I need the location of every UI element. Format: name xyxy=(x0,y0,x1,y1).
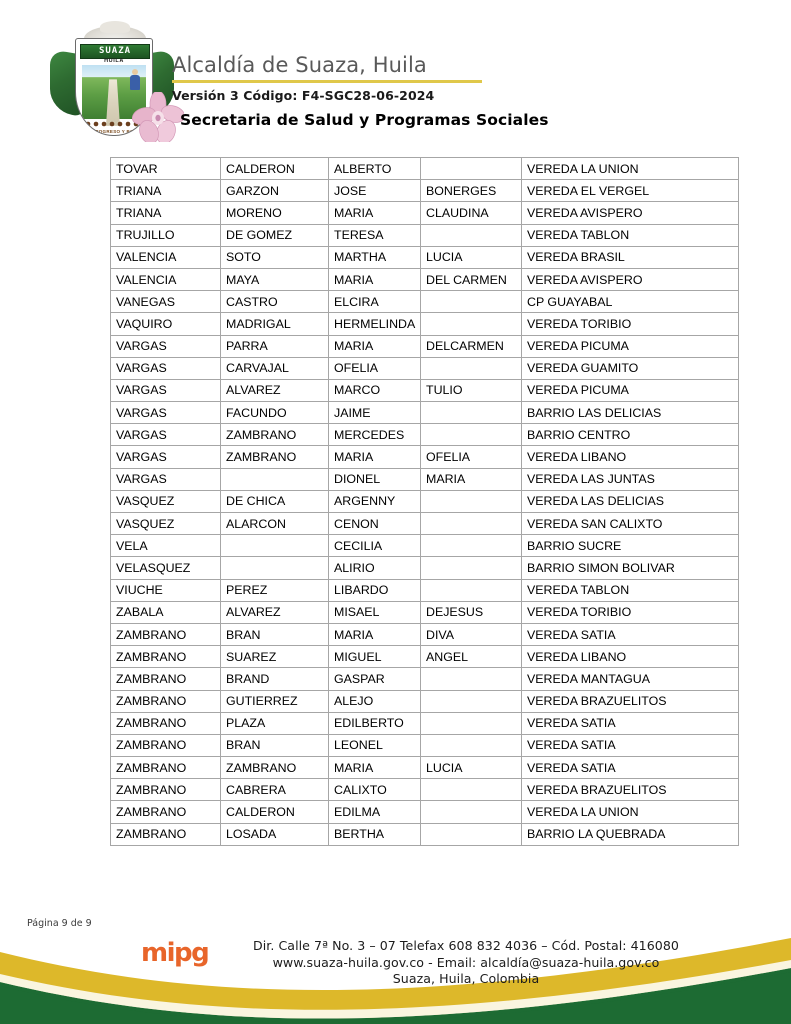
table-cell: VARGAS xyxy=(111,379,221,401)
table-cell xyxy=(421,690,522,712)
table-cell: LUCIA xyxy=(421,246,522,268)
table-cell: VEREDA SATIA xyxy=(522,623,739,645)
table-row xyxy=(111,734,739,756)
table-cell: TRIANA xyxy=(111,202,221,224)
table-cell: VALENCIA xyxy=(111,246,221,268)
table-cell: BRAND xyxy=(221,668,329,690)
table-cell: VEREDA SATIA xyxy=(522,734,739,756)
table-cell: VEREDA AVISPERO xyxy=(522,202,739,224)
table-cell: VEREDA LIBANO xyxy=(522,446,739,468)
table-cell: JAIME xyxy=(329,402,421,424)
crest-motto-text: PROGRESO Y PAZ xyxy=(91,129,137,134)
table-row xyxy=(111,402,739,424)
table-cell: VEREDA TABLON xyxy=(522,579,739,601)
table-row xyxy=(111,335,739,357)
table-cell: LUCIA xyxy=(421,757,522,779)
table-row xyxy=(111,579,739,601)
table-row xyxy=(111,513,739,535)
table-cell: VANEGAS xyxy=(111,291,221,313)
table-row xyxy=(111,801,739,823)
table-cell: VARGAS xyxy=(111,357,221,379)
table-cell: VEREDA BRAZUELITOS xyxy=(522,690,739,712)
table-row xyxy=(111,823,739,845)
table-cell: TRIANA xyxy=(111,180,221,202)
table-cell: CLAUDINA xyxy=(421,202,522,224)
table-cell: DIVA xyxy=(421,623,522,645)
table-cell: VEREDA LIBANO xyxy=(522,646,739,668)
table-cell: ALIRIO xyxy=(329,557,421,579)
table-cell: SUAREZ xyxy=(221,646,329,668)
table-cell: ANGEL xyxy=(421,646,522,668)
table-row xyxy=(111,490,739,512)
document-footer xyxy=(0,924,791,1024)
table-cell: MARTHA xyxy=(329,246,421,268)
table-cell: CALDERON xyxy=(221,158,329,180)
footer-city-line: Suaza, Huila, Colombia xyxy=(392,971,540,986)
table-cell xyxy=(421,313,522,335)
table-cell: MADRIGAL xyxy=(221,313,329,335)
table-cell: ALEJO xyxy=(329,690,421,712)
table-cell: CABRERA xyxy=(221,779,329,801)
table-cell: CASTRO xyxy=(221,291,329,313)
table-cell: ZABALA xyxy=(111,601,221,623)
table-cell: VEREDA TORIBIO xyxy=(522,313,739,335)
table-cell xyxy=(421,490,522,512)
table-cell: VARGAS xyxy=(111,446,221,468)
crest-band-text: SUAZA xyxy=(80,44,150,59)
table-cell: MERCEDES xyxy=(329,424,421,446)
table-cell: ZAMBRANO xyxy=(111,668,221,690)
table-cell xyxy=(421,535,522,557)
footer-contact-info xyxy=(196,938,736,988)
table-cell: ZAMBRANO xyxy=(111,623,221,645)
table-cell: PLAZA xyxy=(221,712,329,734)
table-row xyxy=(111,690,739,712)
table-cell: BARRIO LAS DELICIAS xyxy=(522,402,739,424)
table-row xyxy=(111,224,739,246)
table-cell xyxy=(421,424,522,446)
table-row xyxy=(111,357,739,379)
table-cell: MAYA xyxy=(221,268,329,290)
table-cell xyxy=(421,291,522,313)
table-cell: ZAMBRANO xyxy=(221,446,329,468)
table-cell xyxy=(421,357,522,379)
table-cell: VEREDA SATIA xyxy=(522,712,739,734)
page-number-label: Página 9 de 9 xyxy=(27,918,92,929)
table-row xyxy=(111,668,739,690)
table-cell: MARIA xyxy=(329,268,421,290)
table-row xyxy=(111,202,739,224)
table-cell: VEREDA PICUMA xyxy=(522,335,739,357)
table-row xyxy=(111,646,739,668)
table-cell xyxy=(421,224,522,246)
table-cell: VASQUEZ xyxy=(111,490,221,512)
table-row xyxy=(111,468,739,490)
table-row xyxy=(111,557,739,579)
table-row xyxy=(111,379,739,401)
table-cell xyxy=(421,668,522,690)
table-row xyxy=(111,712,739,734)
table-row xyxy=(111,623,739,645)
table-cell xyxy=(221,468,329,490)
table-cell: VEREDA AVISPERO xyxy=(522,268,739,290)
table-row xyxy=(111,268,739,290)
table-cell: MARIA xyxy=(329,757,421,779)
footer-address-line: Dir. Calle 7ª No. 3 – 07 Telefax 608 832 4036 – Cód. Postal: 416080 xyxy=(252,938,679,953)
table-cell: DELCARMEN xyxy=(421,335,522,357)
table-cell: VELA xyxy=(111,535,221,557)
table-row xyxy=(111,779,739,801)
table-cell: ZAMBRANO xyxy=(221,757,329,779)
table-cell: MARIA xyxy=(329,202,421,224)
table-row xyxy=(111,601,739,623)
document-header xyxy=(0,0,791,152)
table-cell: VEREDA TABLON xyxy=(522,224,739,246)
table-cell: MARIA xyxy=(421,468,522,490)
table-cell: GUTIERREZ xyxy=(221,690,329,712)
version-code-line: Versión 3 Código: F4-SGC28-06-2024 xyxy=(172,87,435,103)
table-cell: VARGAS xyxy=(111,424,221,446)
table-cell: VEREDA LA UNION xyxy=(522,801,739,823)
table-cell: FACUNDO xyxy=(221,402,329,424)
table-cell: MARCO xyxy=(329,379,421,401)
table-cell: VARGAS xyxy=(111,402,221,424)
table-cell: VELASQUEZ xyxy=(111,557,221,579)
table-cell: EDILMA xyxy=(329,801,421,823)
table-cell: SOTO xyxy=(221,246,329,268)
table-cell xyxy=(421,823,522,845)
table-cell: MARIA xyxy=(329,335,421,357)
table-row xyxy=(111,446,739,468)
table-cell xyxy=(221,535,329,557)
table-cell: MISAEL xyxy=(329,601,421,623)
table-cell: PEREZ xyxy=(221,579,329,601)
table-cell: VEREDA GUAMITO xyxy=(522,357,739,379)
mipg-logo: mipg xyxy=(141,938,209,968)
table-cell: BRAN xyxy=(221,623,329,645)
table-cell: OFELIA xyxy=(421,446,522,468)
table-cell: ZAMBRANO xyxy=(111,779,221,801)
table-cell: MARIA xyxy=(329,623,421,645)
department-title: Secretaria de Salud y Programas Sociales xyxy=(180,110,549,129)
table-cell: GARZON xyxy=(221,180,329,202)
table-cell: ALVAREZ xyxy=(221,601,329,623)
table-cell: ZAMBRANO xyxy=(111,712,221,734)
table-cell: VALENCIA xyxy=(111,268,221,290)
organization-title: Alcaldía de Suaza, Huila xyxy=(172,53,427,77)
table-cell: DE GOMEZ xyxy=(221,224,329,246)
table-cell: VEREDA SATIA xyxy=(522,757,739,779)
table-cell xyxy=(421,779,522,801)
table-row xyxy=(111,313,739,335)
table-cell: MIGUEL xyxy=(329,646,421,668)
crest-sub-text: HUILA xyxy=(104,58,124,64)
table-cell: TULIO xyxy=(421,379,522,401)
header-title-block xyxy=(172,52,732,129)
table-cell: ALARCON xyxy=(221,513,329,535)
table-cell: VEREDA MANTAGUA xyxy=(522,668,739,690)
table-cell: ELCIRA xyxy=(329,291,421,313)
people-table-body xyxy=(111,158,739,846)
table-cell: CP GUAYABAL xyxy=(522,291,739,313)
table-cell: MORENO xyxy=(221,202,329,224)
table-cell: VARGAS xyxy=(111,468,221,490)
suaza-coat-of-arms-logo xyxy=(48,26,180,144)
table-row xyxy=(111,424,739,446)
crest-farmer-icon xyxy=(130,69,140,91)
table-cell: DIONEL xyxy=(329,468,421,490)
table-cell xyxy=(421,402,522,424)
table-cell: ZAMBRANO xyxy=(111,734,221,756)
table-cell: CECILIA xyxy=(329,535,421,557)
table-cell: VEREDA BRAZUELITOS xyxy=(522,779,739,801)
table-row xyxy=(111,291,739,313)
table-cell: VEREDA PICUMA xyxy=(522,379,739,401)
table-cell: ARGENNY xyxy=(329,490,421,512)
table-cell: ZAMBRANO xyxy=(111,690,221,712)
table-cell: CENON xyxy=(329,513,421,535)
table-cell: BERTHA xyxy=(329,823,421,845)
table-row xyxy=(111,158,739,180)
table-cell: TRUJILLO xyxy=(111,224,221,246)
table-cell: PARRA xyxy=(221,335,329,357)
table-cell: DEJESUS xyxy=(421,601,522,623)
table-cell xyxy=(421,158,522,180)
table-cell: VAQUIRO xyxy=(111,313,221,335)
table-cell: TOVAR xyxy=(111,158,221,180)
table-cell: EDILBERTO xyxy=(329,712,421,734)
table-cell: VEREDA EL VERGEL xyxy=(522,180,739,202)
table-row xyxy=(111,535,739,557)
table-cell: LOSADA xyxy=(221,823,329,845)
table-cell: VEREDA LA UNION xyxy=(522,158,739,180)
table-row xyxy=(111,180,739,202)
table-cell: ZAMBRANO xyxy=(221,424,329,446)
table-cell: ZAMBRANO xyxy=(111,823,221,845)
table-cell xyxy=(421,712,522,734)
table-cell xyxy=(421,557,522,579)
table-cell: ALBERTO xyxy=(329,158,421,180)
table-cell: VIUCHE xyxy=(111,579,221,601)
table-cell: HERMELINDA xyxy=(329,313,421,335)
table-cell xyxy=(221,557,329,579)
table-row xyxy=(111,246,739,268)
table-cell: ALVAREZ xyxy=(221,379,329,401)
table-cell: LIBARDO xyxy=(329,579,421,601)
table-cell: VEREDA LAS JUNTAS xyxy=(522,468,739,490)
table-cell xyxy=(421,579,522,601)
table-cell: OFELIA xyxy=(329,357,421,379)
table-cell: VEREDA SAN CALIXTO xyxy=(522,513,739,535)
table-cell: BARRIO CENTRO xyxy=(522,424,739,446)
table-cell: ZAMBRANO xyxy=(111,757,221,779)
table-cell: BARRIO SUCRE xyxy=(522,535,739,557)
table-cell: BONERGES xyxy=(421,180,522,202)
table-cell: DE CHICA xyxy=(221,490,329,512)
table-cell: DEL CARMEN xyxy=(421,268,522,290)
table-cell: VASQUEZ xyxy=(111,513,221,535)
table-cell: BRAN xyxy=(221,734,329,756)
table-cell: ZAMBRANO xyxy=(111,801,221,823)
table-cell: JOSE xyxy=(329,180,421,202)
table-cell: VARGAS xyxy=(111,335,221,357)
title-gold-divider xyxy=(172,80,482,83)
table-cell xyxy=(421,513,522,535)
table-cell: TERESA xyxy=(329,224,421,246)
table-row xyxy=(111,757,739,779)
table-cell: LEONEL xyxy=(329,734,421,756)
table-cell: BARRIO LA QUEBRADA xyxy=(522,823,739,845)
people-records-table xyxy=(110,157,739,846)
table-cell: CALDERON xyxy=(221,801,329,823)
table-cell: GASPAR xyxy=(329,668,421,690)
footer-web-email-line: www.suaza-huila.gov.co - Email: alcaldía@suaza-huila.gov.co xyxy=(272,954,660,970)
table-cell xyxy=(421,734,522,756)
table-cell: CALIXTO xyxy=(329,779,421,801)
table-cell: VEREDA TORIBIO xyxy=(522,601,739,623)
table-cell: VEREDA LAS DELICIAS xyxy=(522,490,739,512)
table-cell xyxy=(421,801,522,823)
table-cell: ZAMBRANO xyxy=(111,646,221,668)
table-cell: VEREDA BRASIL xyxy=(522,246,739,268)
table-cell: MARIA xyxy=(329,446,421,468)
table-cell: CARVAJAL xyxy=(221,357,329,379)
table-cell: BARRIO SIMON BOLIVAR xyxy=(522,557,739,579)
